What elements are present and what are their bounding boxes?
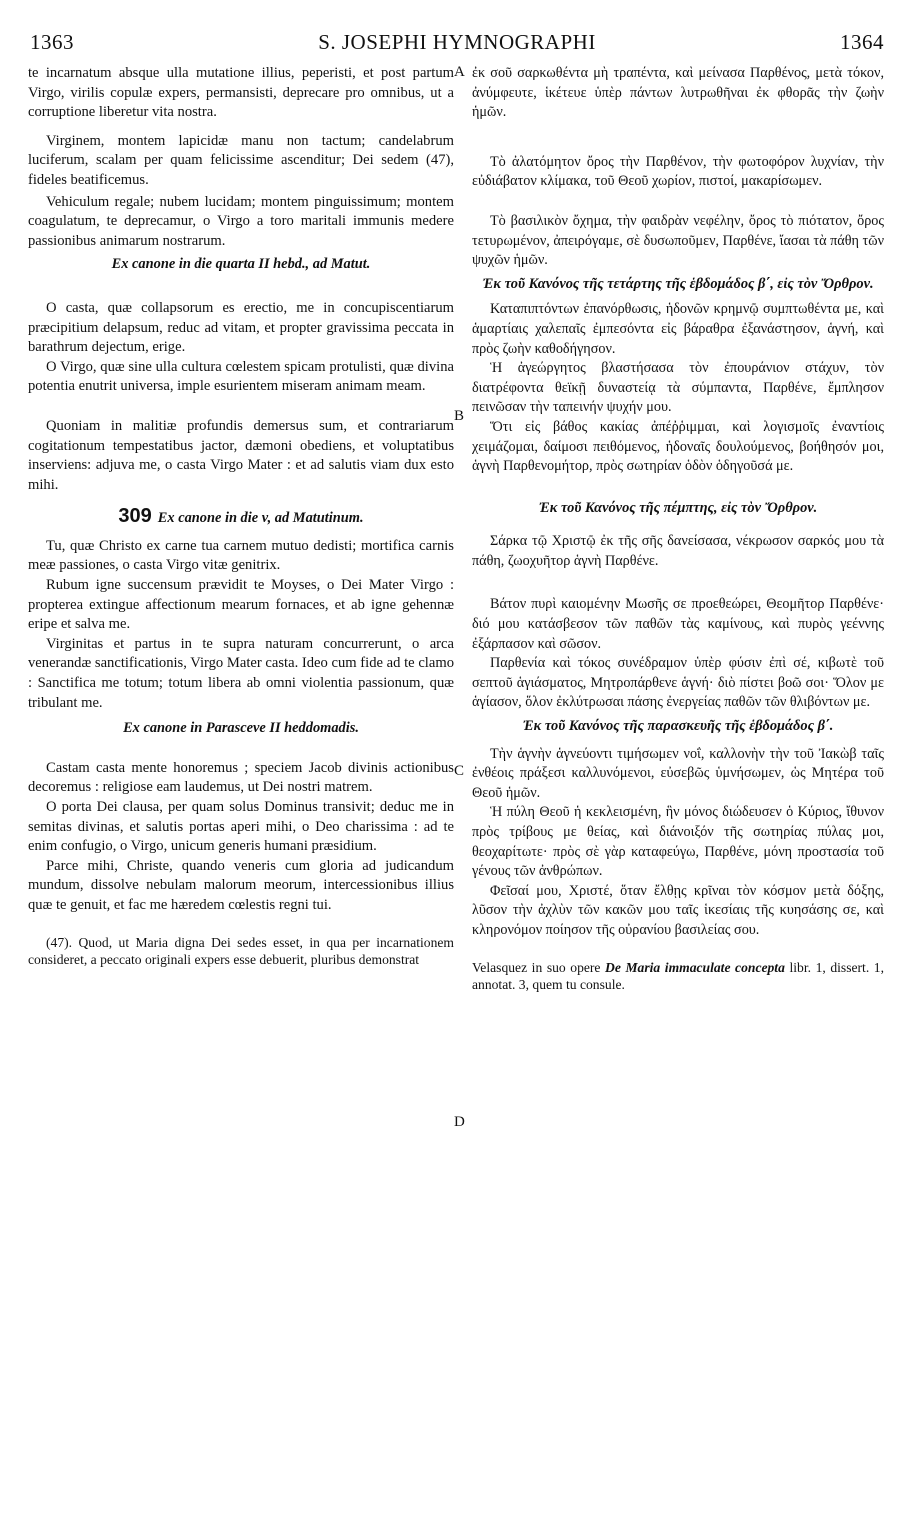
greek-rubric: Ἐκ τοῦ Κανόνος τῆς τετάρτης τῆς ἑβδομάδος β΄, εἰς τὸν Ὄρθρον. [482,275,874,292]
latin-paragraph: O Virgo, quæ sine ulla cultura cœlestem spicam protulisti, quæ divina potentia enutrit universa, imple esurientem miseram animam meam. [28,358,454,395]
latin-paragraph: Tu, quæ Christo ex carne tua carnem mutuo dedisti; mortifica carnis meæ passiones, o casta Virgo vitæ genitrix. [28,537,454,574]
greek-paragraph: Ὅτι εἰς βάθος κακίας ἀπέῤῥιμμαι, καὶ λογισμοῖς ἐναντίοις χειμάζομαι, δαίμοσι πειθόμενος, ἡδοναῖς δουλούμενος, βοήθησόν μοι, ἁγνὴ Παρθενομήτορ, πρὸς σωτηρίαν ὁδὸν ὁδηγοῦσά με. [472,418,884,475]
footnote-author: Velasquez in suo opere [472,959,601,975]
greek-paragraph: Τὴν ἁγνὴν ἁγνεύοντι τιμήσωμεν νοΐ, καλλονὴν τὴν τοῦ Ἰακὼβ ταῖς ἐνθέοις πράξεσι καλλυνόμενοι, εὐσεβῶς ὑμνήσωμεν, ὡς Μητέρα τοῦ Θεοῦ ἡμῶν. [472,745,884,801]
latin-paragraph: Castam casta mente honoremus ; speciem Jacob divinis actionibus decoremus : religiose eam laudemus, ut Dei nostri matrem. [28,759,454,796]
running-header [20,30,894,64]
latin-paragraph: te incarnatum absque ulla mutatione illius, peperisti, et post partum Virgo, virilis copulæ expers, permansisti, deprecare pro omnibus, ut a corruptione liberetur vita nostra. [28,65,454,121]
greek-rubric: Ἐκ τοῦ Κανόνος τῆς πέμπτης, εἰς τὸν Ὄρθρον. [538,499,818,516]
footnote-work-title: De Maria immaculate concepta [605,959,785,975]
greek-paragraph: ἐκ σοῦ σαρκωθέντα μὴ τραπέντα, καὶ μείνασα Παρθένος, μετὰ τόκον, ἀνύμφευτε, ἱκέτευε ὑπὲρ πάντων λυτρωθῆναι ἐκ φθορᾶς τὴν ζωὴν ἡμῶν. [472,65,884,121]
greek-column [472,64,884,994]
margin-letter-d: D [454,1114,465,1130]
margin-letter-c: C [454,763,465,779]
margin-letter-b: B [454,408,465,424]
greek-paragraph: Σάρκα τῷ Χριστῷ ἐκ τῆς σῆς δανείσασα, νέκρωσον σαρκός μου τὰ πάθη, ζωοχυῆτορ ἁγνὴ Παρθένε. [472,533,884,569]
greek-paragraph: Παρθενία καὶ τόκος συνέδραμον ὑπὲρ φύσιν ἐπὶ σέ, κιβωτὲ τοῦ σεπτοῦ ἁγιάσματος, Μητροπάρθενε ἁγνή· διὸ πίστει βοῶ σοι· Ὅλον με ἁγίασον, ὅλον ἐκλύτρωσαι πάσης ἐνεργείας παθῶν τῶν θλιβόντων με. [472,655,884,711]
footnote-reference: libr. 1, dissert. 1, annotat. 3, quem tu consule. [472,959,884,993]
latin-paragraph: Quoniam in malitiæ profundis demersus sum, et contrariarum cogitationum tempestatibus jactor, dæmoni obediens, et voluptatibus inserviens: adjuva me, o casta Virgo Mater : et ad salutis viam dux esto mihi. [28,417,454,493]
latin-rubric: Ex canone in die quarta II hebd., ad Matut. [111,256,371,273]
margin-letter-a: A [454,64,465,80]
greek-rubric: Ἐκ τοῦ Κανόνος τῆς παρασκευῆς τῆς ἑβδομάδος β΄. [522,718,834,735]
latin-paragraph: Parce mihi, Christe, quando veneris cum gloria ad judicandum mundum, dissolve nebulam malorum meorum, intercessionibus illius quæ te genuit, et fac me hæredem cœlestis regni tui. [28,857,454,913]
right-page-number: 1364 [840,30,884,54]
greek-paragraph: Καταπιπτόντων ἐπανόρθωσις, ἡδονῶν κρημνῷ συμπτωθέντα με, καὶ ἁμαρτίαις χαλεπαῖς ἐμπεσόντα εἰς βάραθρα ἐξανάστησον, ἁγνή, καὶ πρὸς ζωὴν καθοδήγησον. [472,301,884,357]
greek-paragraph: Τὸ ἀλατόμητον ὄρος τὴν Παρθένον, τὴν φωτοφόρον λυχνίαν, τὴν εὐδιάβατον κλίμακα, τοῦ Θεοῦ χωρίον, πιστοί, μακαρίσωμεν. [472,153,884,190]
latin-paragraph: O porta Dei clausa, per quam solus Dominus transivit; deduc me in semitas divinas, et salutis portas aperi mihi, o Deo charissima : ad te enim confugio, o Virgo, unicum generis humani præsidium. [28,799,454,855]
footnote-47: (47). Quod, ut Maria digna Dei sedes esset, in qua per incarnationem consideret, a peccato originali expers esse debuerit, pluribus demonstrat [28,934,454,968]
latin-paragraph: Virginem, montem lapicidæ manu non tactum; candelabrum luciferum, scalam per quam felicissime ascenditur; Dei sedem (47), fideles beatificemus. [28,132,454,188]
greek-paragraph: Βάτον πυρὶ καιομένην Μωσῆς σε προεθεώρει, Θεομῆτορ Παρθένε· διό μου κατάσβεσον τῶν παθῶν τὰς καμίνους, καὶ πυρὸς γεέννης ἐξάρπασον καὶ σῶσον. [472,596,884,652]
latin-paragraph: Vehiculum regale; nubem lucidam; montem pinguissimum; montem coagulatum, te deprecamur, o Virgo a toro maritali immunis medere passionibus animarum nostrarum. [28,193,454,249]
greek-paragraph: Ἡ πύλη Θεοῦ ἡ κεκλεισμένη, ἣν μόνος διώδευσεν ὁ Κύριος, ἴθυνον πρὸς τρίβους με θείας, καὶ διάνοιξόν τῆς σωτηρίας πύλας μοι, θεοχαρίτωτε· πρὸς σὲ γὰρ καταφεύγω, Παρθένε, μόνη προστασία τοῦ γένους τῶν ἀνθρώπων. [472,804,884,880]
greek-paragraph: Ἡ ἀγεώργητος βλαστήσασα τὸν ἐπουράνιον στάχυν, τὸν διατρέφοντα θεϊκῇ δυναστείᾳ τὰ σύμπαντα, Παρθένε, ἔμπλησον πεινῶσαν τὴν ταπεινήν ψυχήν μου. [472,360,884,416]
latin-paragraph: O casta, quæ collapsorum es erectio, me in concupiscentiarum præcipitium delapsum, reduc ad vitam, et propter gravissima peccata in barathrum dejectum, erige. [28,299,454,356]
greek-paragraph: Τὸ βασιλικὸν ὄχημα, τὴν φαιδρὰν νεφέλην, ὄρος τὸ πιότατον, ὄρος τετυρωμένον, ἀπειρόγαμε, σὲ δυσωποῦμεν, Παρθένε, ἴασαι τὰ πάθη τῶν ψυχῶν ἡμῶν. [472,212,884,269]
latin-paragraph: Virginitas et partus in te supra naturam concurrerunt, o arca venerandæ sanctificationis, Virgo Mater casta. Ideo cum fide ad te clamo : Sanctifica me totum; totum libera ab omni violentia passionum, quæ tribulant me. [28,635,454,711]
left-page-number: 1363 [30,30,74,54]
latin-paragraph: Rubum igne succensum prævidit te Moyses, o Dei Mater Virgo : propterea extingue affectionum mearum fornaces, et ab igne gehennæ eripe et salva me. [28,577,454,633]
running-title: S. JOSEPHI HYMNOGRAPHI [318,30,596,54]
latin-column [28,64,454,969]
greek-paragraph: Φεῖσαί μου, Χριστέ, ὅταν ἔλθῃς κρῖναι τὸν κόσμον μετὰ δόξης, λῦσον τὴν ἀχλὺν τῶν κακῶν μου ταῖς ἱκεσίαις τῆς κυησάσης σε, καὶ κληρονόμον ποίησον τῆς οὐρανίου βασιλείας σου. [472,882,884,938]
section-number: 309 [118,505,152,528]
latin-rubric-309 [28,507,454,529]
latin-rubric: Ex canone in die v, ad Matutinum. [157,510,364,527]
latin-rubric: Ex canone in Parasceve II heddomadis. [123,720,359,737]
footnote-continuation [472,959,884,994]
